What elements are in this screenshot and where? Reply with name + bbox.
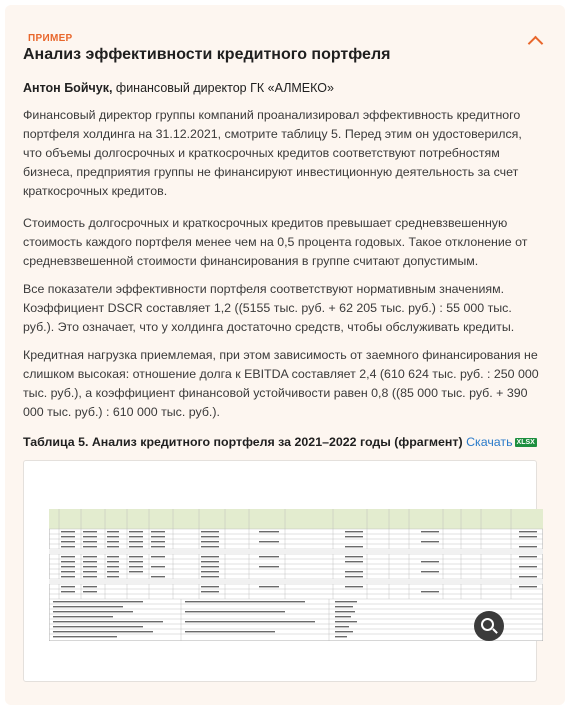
spreadsheet-thumbnail	[49, 509, 543, 641]
table-caption	[23, 435, 537, 449]
author-name: Антон Бойчук,	[23, 81, 113, 95]
example-tag: ПРИМЕР	[28, 33, 73, 44]
paragraph-4: Кредитная нагрузка приемлемая, при этом зависимость от заемного финансирования не слишком высокая: отношение долга к EBITDA составляет 2,4 (610 624 тыс. руб. : 250 000 тыс. руб.), а коэффициент финансовой устойчивости равен 0,8 ((85 000 тыс. руб. + 390 000 тыс. руб.) : 610 000 тыс. руб.).	[23, 348, 539, 419]
card-title: Анализ эффективности кредитного портфеля	[23, 46, 391, 63]
chevron-up-icon[interactable]	[528, 36, 544, 52]
zoom-handle	[492, 628, 498, 634]
paragraph-3: Все показатели эффективности портфеля соответствуют нормативным значениям. Коэффициент DSCR составляет 1,2 ((5155 тыс. руб. + 62 205 тыс. руб.) : 55 000 тыс. руб.). Это означает, что у холдинга достаточно средств, чтобы обслуживать кредиты.	[23, 282, 515, 334]
table-caption-text: Таблица 5. Анализ кредитного портфеля за 2021–2022 годы (фрагмент)	[23, 435, 463, 449]
author-line	[23, 81, 334, 95]
author-role: финансовый директор ГК «АЛМЕКО»	[112, 81, 334, 95]
download-link[interactable]: Скачать	[466, 435, 513, 449]
table-preview-image[interactable]	[23, 460, 537, 682]
xlsx-file-icon[interactable]: XLSX	[516, 439, 535, 447]
paragraph-2: Стоимость долгосрочных и краткосрочных кредитов превышает средневзвешенную стоимость каждого портфеля менее чем на 0,5 процента годовых. Такое отклонение от средневзвешенной стоимости финансирования в группе считают допустимым.	[23, 216, 528, 268]
paragraph-1: Финансовый директор группы компаний проанализировал эффективность кредитного портфеля холдинга на 31.12.2021, смотрите таблицу 5. Перед этим он удостоверился, что объемы долгосрочных и краткосрочных кредитов соответствуют потребностям бизнеса, предприятия группы не финансируют инвестиционную деятельность за счет краткосрочных кредитов.	[23, 108, 522, 198]
zoom-in-icon[interactable]	[474, 611, 504, 641]
